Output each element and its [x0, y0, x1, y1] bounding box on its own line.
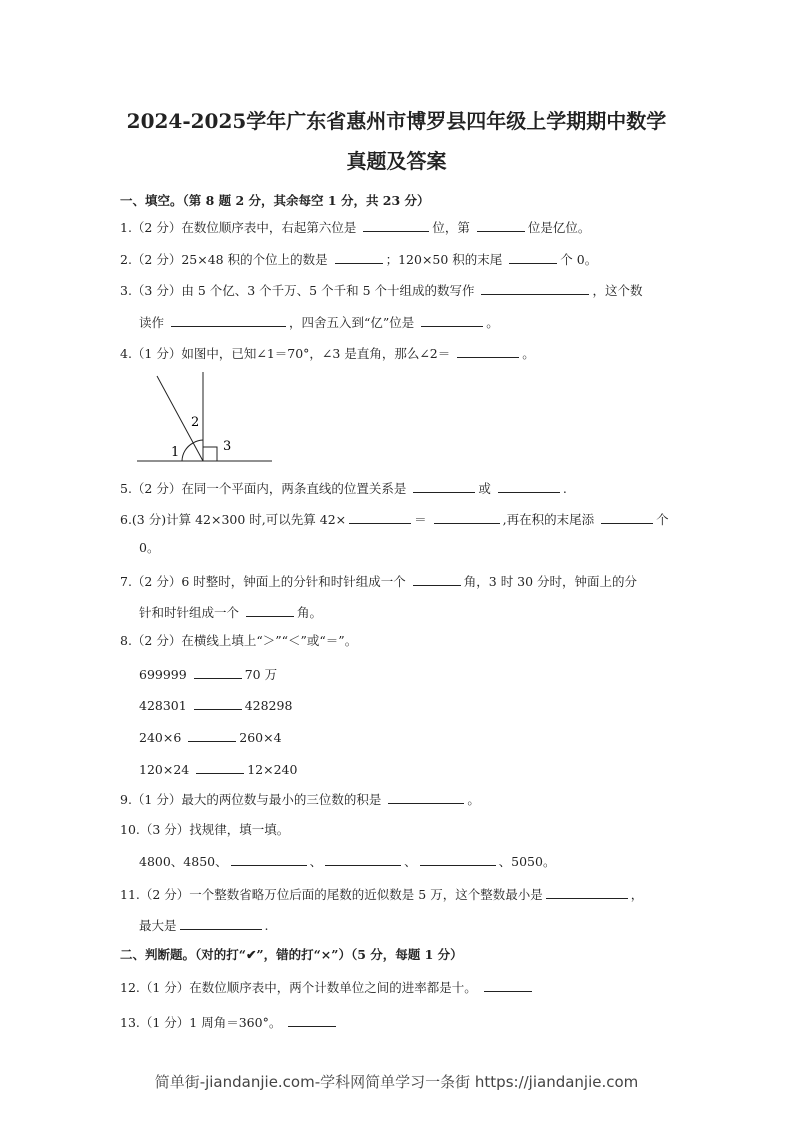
answer-blank[interactable] [246, 603, 294, 617]
question-text: 7.（2 分）6 时整时，钟面上的分针和时针组成一个 [120, 574, 410, 589]
question-text: 4.（1 分）如图中，已知∠1＝70°，∠3 是直角，那么∠2＝ [120, 346, 455, 361]
answer-blank[interactable] [349, 510, 411, 524]
question-line [120, 250, 597, 268]
answer-blank[interactable] [231, 852, 307, 866]
question-text: 6.(3 分)计算 42×300 时,可以先算 42× [120, 512, 347, 527]
question-text: 3.（3 分）由 5 个亿、3 个千万、5 个千和 5 个十组成的数写作 [120, 283, 479, 298]
answer-blank[interactable] [601, 510, 653, 524]
angle-figure [130, 368, 280, 468]
question-text: 2.（2 分）25×48 积的个位上的数是 [120, 252, 332, 267]
question-text: ＝ [414, 512, 431, 527]
question-text: ，这个数 [592, 283, 643, 298]
question-text: ，四舍五入到“亿”位是 [288, 315, 419, 330]
answer-blank[interactable] [288, 1013, 336, 1027]
title-line-1: 2024-2025学年广东省惠州市博罗县四年级上学期期中数学 [126, 109, 667, 133]
question-text: 13.（1 分）1 周角＝360°。 [120, 1015, 286, 1030]
answer-blank[interactable] [457, 344, 519, 358]
question-line [120, 344, 535, 362]
question-line [139, 665, 277, 683]
question-line [120, 633, 357, 649]
answer-blank[interactable] [171, 313, 286, 327]
question-line [120, 479, 567, 497]
question-line [120, 1013, 339, 1031]
question-text: 10.（3 分）找规律，填一填。 [120, 822, 290, 837]
answer-blank[interactable] [546, 885, 628, 899]
question-text: ；120×50 积的末尾 [385, 252, 507, 267]
question-text: . [264, 918, 269, 933]
answer-blank[interactable] [413, 479, 475, 493]
answer-blank[interactable] [434, 510, 500, 524]
question-text: 二、判断题。（对的打“✔”，错的打“×”）（5 分，每题 1 分） [120, 947, 463, 962]
question-text: ,再在积的末尾添 [502, 512, 599, 527]
question-line [120, 822, 289, 838]
angle-arc [182, 440, 203, 461]
question-text: 12.（1 分）在数位顺序表中，两个计数单位之间的进率都是十。 [120, 980, 481, 995]
question-line [139, 852, 555, 870]
question-text: 一、填空。（第 8 题 2 分，其余每空 1 分，共 23 分） [120, 193, 430, 208]
question-text: 。 [467, 792, 480, 807]
angle-label-1: 1 [171, 445, 180, 460]
question-text: 120×24 [139, 762, 194, 777]
question-text: 个 0。 [560, 252, 598, 267]
question-text: 、 [309, 854, 323, 869]
question-text: 428301 [139, 698, 191, 713]
question-line [120, 947, 463, 963]
question-line [139, 603, 322, 621]
question-text: 8.（2 分）在横线上填上“＞”“＜”或“＝”。 [120, 633, 358, 648]
question-text: 。 [486, 315, 499, 330]
question-text: 角，3 时 30 分时，钟面上的分 [463, 574, 638, 589]
question-line [120, 281, 643, 299]
question-text: 。 [522, 346, 535, 361]
question-text: 240×6 [139, 730, 186, 745]
question-line [120, 193, 430, 209]
question-line [120, 885, 643, 903]
question-line [120, 510, 669, 528]
question-line [139, 313, 499, 331]
question-text: 70 万 [244, 667, 278, 682]
answer-blank[interactable] [413, 572, 461, 586]
answer-blank[interactable] [194, 665, 242, 679]
question-text: 、5050。 [498, 854, 556, 869]
question-text: 699999 [139, 667, 191, 682]
question-text: 4800、4850、 [139, 854, 228, 869]
answer-blank[interactable] [388, 790, 464, 804]
question-line [120, 790, 480, 808]
question-text: 读作 [139, 315, 168, 330]
question-text: 个 [656, 512, 669, 527]
question-text: 428298 [244, 698, 293, 713]
answer-blank[interactable] [325, 852, 401, 866]
question-text: 、 [404, 854, 417, 869]
answer-blank[interactable] [509, 250, 557, 264]
question-line [139, 728, 282, 746]
question-text: 位，第 [432, 220, 474, 235]
question-text: . [562, 481, 567, 496]
answer-blank[interactable] [194, 696, 242, 710]
answer-blank[interactable] [481, 281, 589, 295]
question-line [120, 978, 535, 996]
answer-blank[interactable] [421, 313, 483, 327]
answer-blank[interactable] [180, 916, 262, 930]
answer-blank[interactable] [498, 479, 560, 493]
question-text: ， [630, 887, 644, 902]
question-line [120, 218, 590, 236]
question-line [139, 696, 292, 714]
question-text: 或 [478, 481, 495, 496]
question-text: 260×4 [239, 730, 282, 745]
question-text: 0。 [139, 540, 160, 555]
answer-blank[interactable] [335, 250, 383, 264]
answer-blank[interactable] [484, 978, 532, 992]
question-line [139, 760, 297, 778]
answer-blank[interactable] [363, 218, 429, 232]
question-text: 1.（2 分）在数位顺序表中，右起第六位是 [120, 220, 361, 235]
question-line [139, 916, 269, 934]
question-text: 11.（2 分）一个整数省略万位后面的尾数的近似数是 5 万，这个整数最小是 [120, 887, 543, 902]
answer-blank[interactable] [477, 218, 525, 232]
answer-blank[interactable] [420, 852, 496, 866]
question-text: 5.（2 分）在同一个平面内，两条直线的位置关系是 [120, 481, 411, 496]
question-text: 9.（1 分）最大的两位数与最小的三位数的积是 [120, 792, 386, 807]
title-line-2: 真题及答案 [346, 149, 447, 173]
question-text: 针和时针组成一个 [139, 605, 243, 620]
question-text: 最大是 [139, 918, 177, 933]
answer-blank[interactable] [188, 728, 236, 742]
question-text: 角。 [296, 605, 322, 620]
answer-blank[interactable] [196, 760, 244, 774]
footer-watermark: 简单街-jiandanjie.com-学科网简单学习一条街 https://jiandanjie.com [154, 1073, 639, 1091]
question-line [120, 572, 637, 590]
question-text: 位是亿位。 [527, 220, 591, 235]
question-line [139, 540, 159, 556]
right-angle-mark [203, 447, 217, 461]
angle-label-3: 3 [223, 439, 232, 454]
question-text: 12×240 [247, 762, 298, 777]
angle-label-2: 2 [191, 415, 200, 430]
